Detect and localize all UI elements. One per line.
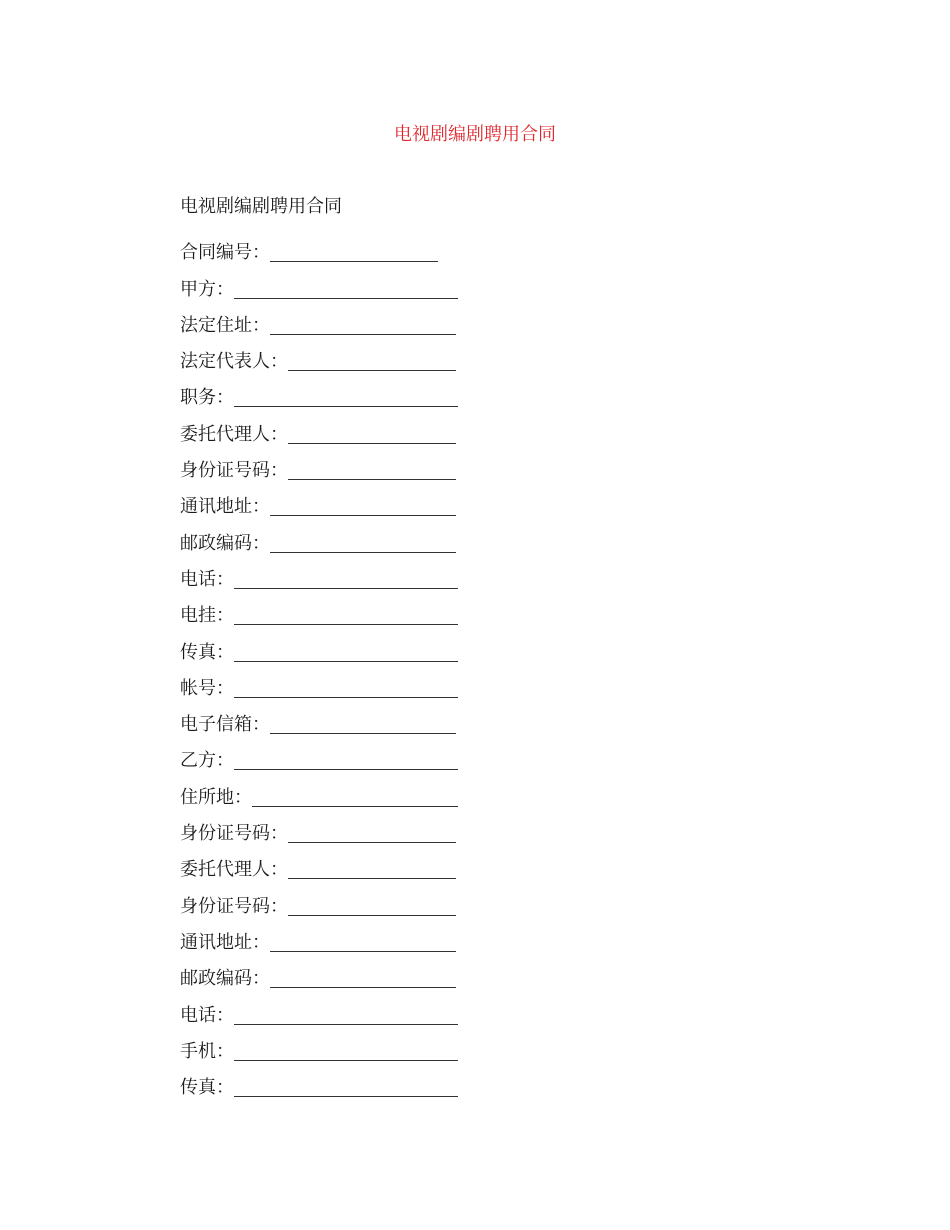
field-authorized-agent [180,411,600,447]
field-id-number [180,883,600,919]
fill-in-blank[interactable] [234,643,458,662]
fill-in-blank[interactable] [234,280,458,299]
field-label: 帐号： [180,677,234,699]
field-authorized-agent [180,847,600,883]
fill-in-blank[interactable] [288,824,456,843]
field-label: 法定代表人： [180,351,288,373]
fill-in-blank[interactable] [270,316,456,335]
field-label: 手机： [180,1040,234,1062]
fill-in-blank[interactable] [270,715,456,734]
contract-form [180,194,600,1101]
field-legal-representative [180,339,600,375]
field-mailing-address [180,484,600,520]
fill-in-blank[interactable] [288,352,456,371]
field-account [180,666,600,702]
field-label: 委托代理人： [180,423,288,445]
contract-heading: 电视剧编剧聘用合同 [180,196,342,217]
field-label: 合同编号： [180,242,270,264]
field-legal-address [180,303,600,339]
field-label: 传真： [180,1077,234,1099]
fill-in-blank[interactable] [234,606,458,625]
field-position [180,375,600,411]
fill-in-blank[interactable] [270,933,456,952]
field-label: 法定住址： [180,314,270,336]
fill-in-blank[interactable] [252,788,458,807]
field-party-a [180,266,600,302]
field-party-b [180,738,600,774]
field-email [180,702,600,738]
field-label: 电子信箱： [180,714,270,736]
fill-in-blank[interactable] [270,969,456,988]
field-mobile [180,1029,600,1065]
field-postal-code [180,520,600,556]
fill-in-blank[interactable] [234,1042,458,1061]
fill-in-blank[interactable] [288,425,456,444]
fill-in-blank[interactable] [288,860,456,879]
field-label: 电话： [180,1004,234,1026]
field-label: 身份证号码： [180,460,288,482]
field-label: 甲方： [180,278,234,300]
field-phone [180,557,600,593]
field-label: 传真： [180,641,234,663]
fill-in-blank[interactable] [270,497,456,516]
fill-in-blank[interactable] [270,534,456,553]
field-mailing-address [180,920,600,956]
field-label: 乙方： [180,750,234,772]
field-id-number [180,448,600,484]
field-fax [180,629,600,665]
field-label: 身份证号码： [180,823,288,845]
fill-in-blank[interactable] [288,461,456,480]
fill-in-blank[interactable] [234,1006,458,1025]
fill-in-blank[interactable] [234,679,458,698]
field-fax [180,1065,600,1101]
fill-in-blank[interactable] [234,751,458,770]
field-postal-code [180,956,600,992]
field-contract-number [180,230,600,266]
field-label: 身份证号码： [180,895,288,917]
fill-in-blank[interactable] [288,897,456,916]
field-domicile [180,774,600,810]
field-label: 通讯地址： [180,931,270,953]
fill-in-blank[interactable] [270,243,438,262]
field-id-number [180,811,600,847]
fill-in-blank[interactable] [234,388,458,407]
field-cable [180,593,600,629]
field-label: 电挂： [180,605,234,627]
field-phone [180,992,600,1028]
field-label: 通讯地址： [180,496,270,518]
field-label: 电话： [180,568,234,590]
field-label: 邮政编码： [180,532,270,554]
field-label: 邮政编码： [180,968,270,990]
page-title: 电视剧编剧聘用合同 [394,124,556,145]
fill-in-blank[interactable] [234,1078,458,1097]
fill-in-blank[interactable] [234,570,458,589]
field-label: 住所地： [180,786,252,808]
field-label: 职务： [180,387,234,409]
field-label: 委托代理人： [180,859,288,881]
